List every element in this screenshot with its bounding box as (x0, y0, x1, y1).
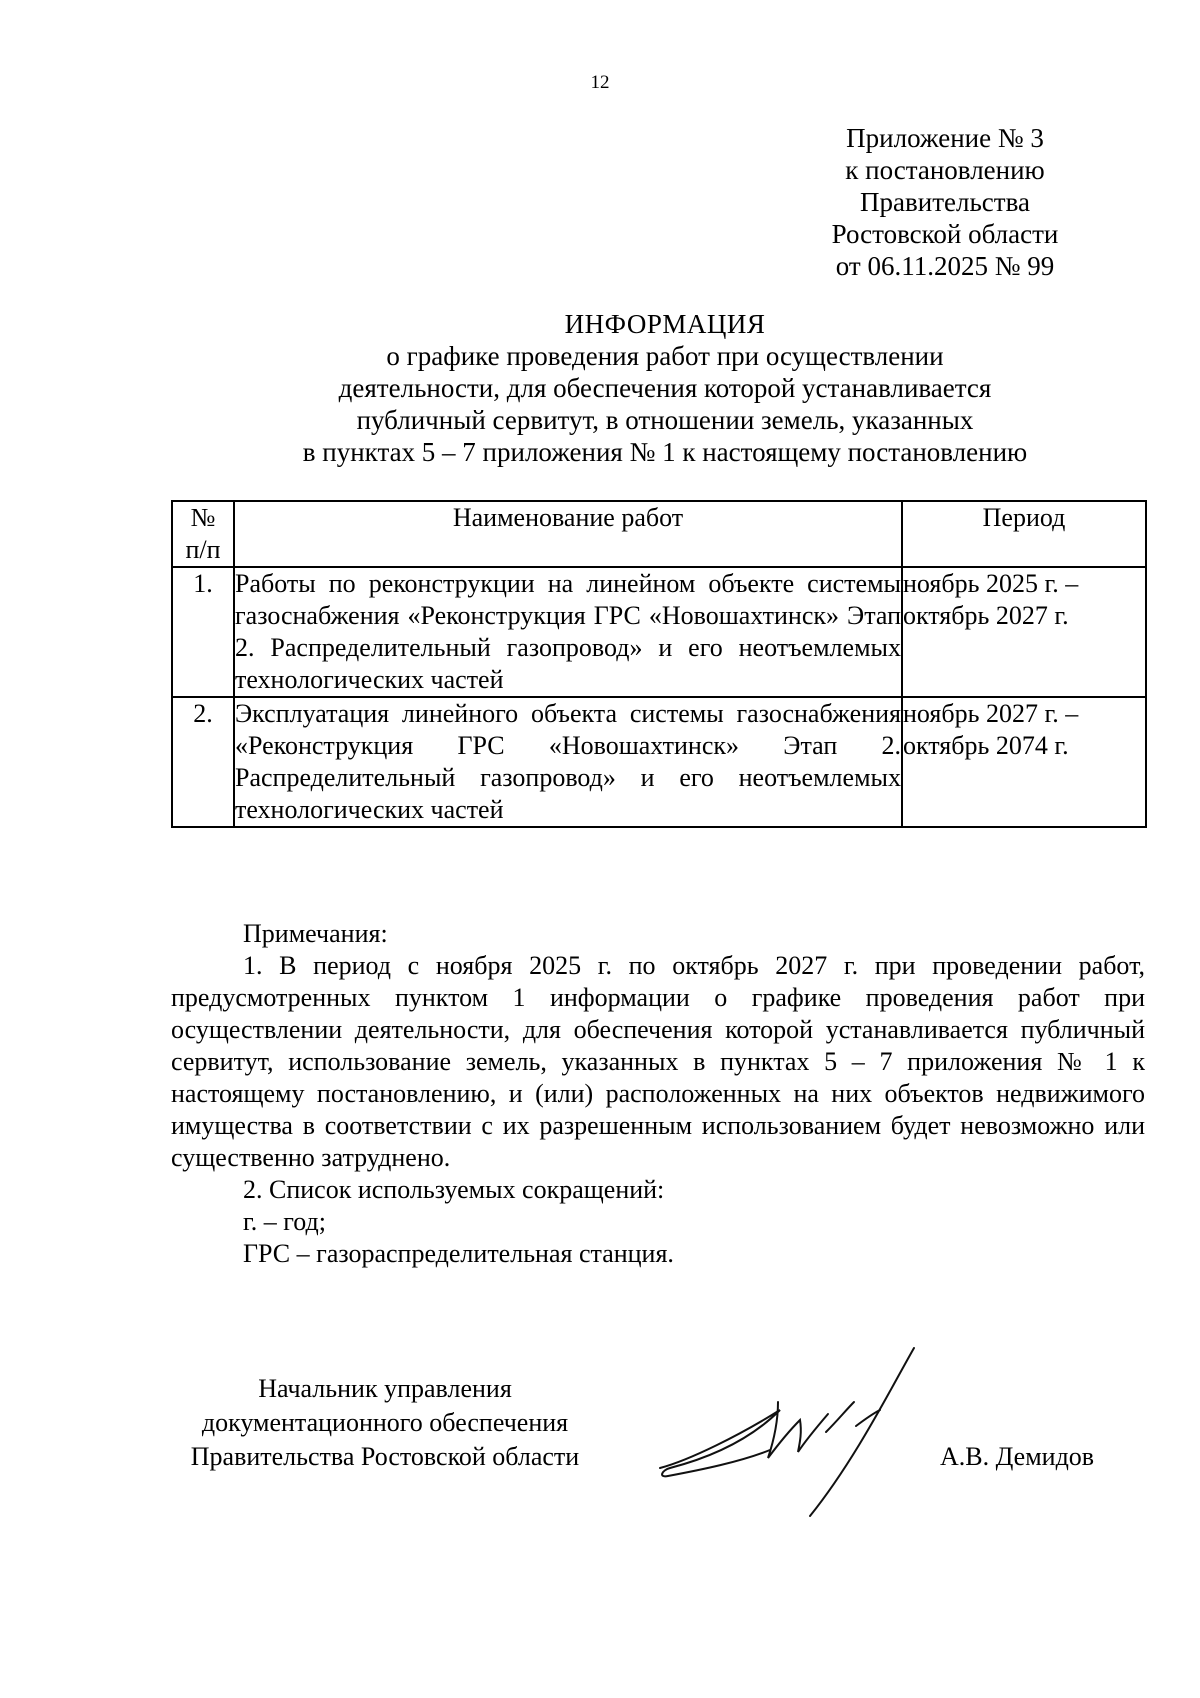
header-num (172, 501, 234, 567)
annex-line: Правительства (860, 187, 1030, 217)
note-2: 2. Список используемых сокращений: (243, 1175, 665, 1204)
annex-line: Ростовской области (831, 219, 1059, 249)
position-line: Начальник управления (258, 1374, 512, 1403)
title-line: публичный сервитут, в отношении земель, указанных (356, 405, 974, 435)
row-work-name: Эксплуатация линейного объекта системы газоснабжения «Реконструкция ГРС «Новошахтинск» Этап 2. Распределительный газопровод» и его неотъемлемых технологических частей (234, 697, 902, 827)
row-period (902, 697, 1146, 827)
annex-line: от 06.11.2025 № 99 (835, 251, 1055, 281)
period-to: октябрь 2027 г. (903, 601, 1069, 630)
page-number: 12 (590, 72, 610, 93)
row-period (902, 567, 1146, 697)
row-num: 2. (172, 697, 234, 827)
notes-section (171, 918, 1145, 1270)
annex-line: Приложение № 3 (846, 123, 1044, 153)
table-row (172, 697, 1146, 827)
signature-icon (650, 1340, 940, 1520)
position-line: Правительства Ростовской области (190, 1442, 580, 1471)
notes-heading: Примечания: (243, 919, 388, 948)
annex-line: к постановлению (845, 155, 1045, 185)
row-work-name: Работы по реконструкции на линейном объекте системы газоснабжения «Реконструкция ГРС «Новошахтинск» Этап 2. Распределительный газопровод» и его неотъемлемых технологических частей (234, 567, 902, 697)
title-heading: ИНФОРМАЦИЯ (564, 309, 766, 339)
header-name: Наименование работ (234, 501, 902, 567)
period-from: ноябрь 2025 г. – (903, 569, 1079, 598)
table-header-row (172, 501, 1146, 567)
period-to: октябрь 2074 г. (903, 731, 1069, 760)
works-schedule-table (171, 500, 1147, 828)
header-num-line2: п/п (185, 535, 221, 564)
annex-header (800, 122, 1090, 282)
note-1: 1. В период с ноября 2025 г. по октябрь 2027 г. при проведении работ, предусмотренных пунктом 1 информации о графике проведения работ при осуществлении деятельности, для обеспечения которой устанавливается публичный сервитут, использование земель, указанных в пунктах 5 – 7 приложения № 1 к настоящему постановлению, и (или) расположенных на них объектов недвижимого имущества в соответствии с их разрешенным использованием будет невозможно или существенно затруднено. (171, 951, 1145, 1172)
header-num-line1: № (190, 503, 216, 532)
header-period: Период (902, 501, 1146, 567)
table-row (172, 567, 1146, 697)
abbreviation-1: г. – год; (243, 1207, 326, 1236)
position-line: документационного обеспечения (201, 1408, 569, 1437)
title-line: о графике проведения работ при осуществлении (386, 341, 944, 371)
title-line: деятельности, для обеспечения которой устанавливается (338, 373, 992, 403)
title-line: в пунктах 5 – 7 приложения № 1 к настоящему постановлению (302, 437, 1028, 467)
abbreviation-2: ГРС – газораспределительная станция. (243, 1239, 674, 1268)
period-from: ноябрь 2027 г. – (903, 699, 1079, 728)
row-num: 1. (172, 567, 234, 697)
signatory-position (170, 1372, 600, 1474)
document-title (170, 308, 1160, 468)
signatory-name: А.В. Демидов (940, 1442, 1095, 1471)
